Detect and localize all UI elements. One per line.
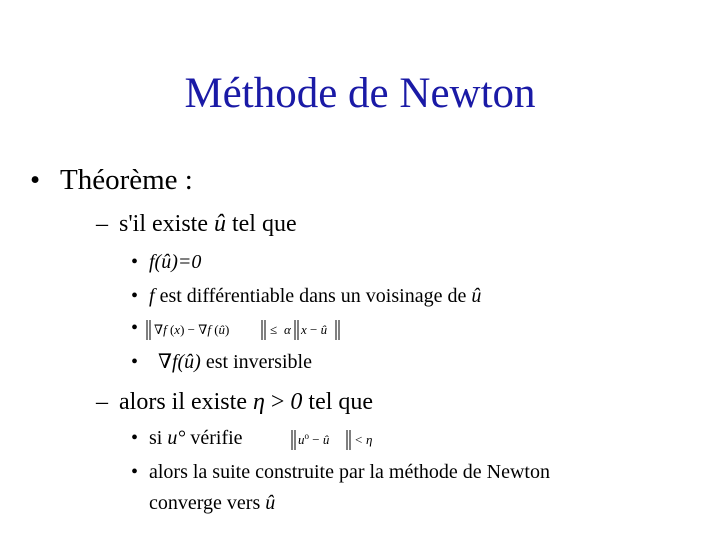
initial-guess-formula-svg (288, 426, 378, 454)
condition-4-expr: f(û) (171, 351, 201, 373)
item-1-var: u° (167, 427, 186, 449)
initial-guess-formula (288, 426, 378, 454)
svg-text:η: η (366, 432, 373, 447)
hypothesis-var: û (213, 211, 226, 237)
svg-text:≤: ≤ (270, 322, 278, 337)
condition-2-end: û (471, 285, 482, 307)
eta-symbol: η (252, 389, 265, 415)
bullet: • (30, 164, 41, 196)
bullet: • (131, 251, 139, 273)
bullet: • (131, 351, 139, 373)
conclusion-item-1 (149, 426, 243, 450)
bullet: • (131, 461, 139, 483)
svg-text:x − û: x − û (301, 322, 328, 337)
svg-text:α: α (284, 322, 291, 337)
nabla-symbol: ∇ (158, 351, 172, 373)
bullet: • (131, 427, 139, 449)
condition-2-var: f (149, 285, 155, 307)
conclusion-line (119, 388, 373, 417)
hypothesis-prefix: s'il existe (119, 211, 214, 237)
hypothesis-suffix: tel que (225, 211, 297, 237)
condition-1: f(û)=0 (149, 251, 202, 273)
item-1-suffix: vérifie (185, 427, 243, 449)
conclusion-item-2-cont (149, 491, 275, 515)
dash: – (96, 389, 108, 415)
bullet: • (131, 317, 139, 339)
svg-text:∇f (x) − ∇f (û): ∇f (x) − ∇f (û) (154, 322, 230, 337)
condition-2-text: est différentiable dans un voisinage de (154, 285, 472, 307)
condition-4 (158, 350, 312, 374)
theorem-label: Théorème : (60, 164, 193, 196)
item-2-var: û (265, 492, 276, 514)
condition-4-text: est inversible (200, 351, 312, 373)
bullet: • (131, 285, 139, 307)
lipschitz-formula-svg (144, 316, 344, 344)
dash: – (96, 211, 108, 237)
item-2-prefix: converge vers (149, 492, 266, 514)
item-1-prefix: si (149, 427, 168, 449)
conclusion-prefix: alors il existe (119, 389, 253, 415)
conclusion-item-2: alors la suite construite par la méthode de Newton (149, 461, 550, 483)
conclusion-zero: 0 (290, 389, 303, 415)
slide-title: Méthode de Newton (184, 70, 536, 117)
conclusion-suffix: tel que (302, 389, 374, 415)
condition-2 (149, 284, 481, 308)
conclusion-rel: > (264, 389, 291, 415)
svg-text:<: < (355, 432, 363, 447)
hypothesis-line (119, 210, 297, 239)
svg-text:uo − û: $u^o$ − û (298, 431, 330, 447)
lipschitz-formula (144, 316, 344, 344)
